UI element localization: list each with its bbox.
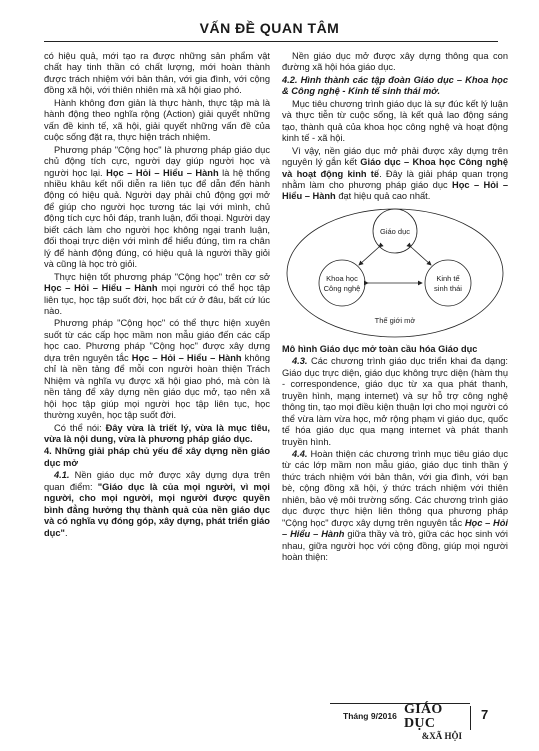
left-column xyxy=(44,51,270,540)
node-eco-economy xyxy=(425,260,471,306)
paragraph: có hiệu quả, mới tạo ra được những sản phẩm vật chất hay tinh thần có chất lượng, mới hoàn thành được trách nhiệm với bản thân, với gia đình, với cộng đồng xã hội, với thiên nhiên mà xã hội giao phó. xyxy=(44,51,270,96)
magazine-logo xyxy=(404,702,466,741)
paragraph: 4.4. Hoàn thiện các chương trình mục tiêu giáo dục từ các lớp mầm non mẫu giáo, giáo dục tinh thần ý thức trách nhiệm với bản thân, với gia đình, với bạn bè, cộng đồng xã hội, ý thức trách nhiệm với thiên nhiên, bảo vệ môi trường sống. Các chương trình giáo dục được thực hiện liên thông qua phương pháp "Cộng học" được xây dựng trên nguyên tắc Học – Hỏi – Hiểu – Hành giữa thầy và trò, giữa các học sinh với nhau, giữa người học với cộng đồng, giúp mọi người hoàn thiện: xyxy=(282,448,509,563)
paragraph: Thực hiện tốt phương pháp "Cộng học" trên cơ sở Học – Hỏi – Hiểu – Hành mọi người có thể học tập liên tục, học tập suốt đời, học bất cứ ở đâu, bất cứ lúc nào. xyxy=(44,271,270,316)
paragraph: Phương pháp "Cộng học" là phương pháp giáo dục chủ động tích cực, người dạy giúp người học và người học lại. Học – Hỏi – Hiểu – Hành là hệ thống nhiều khâu kết nối diễn ra liên tục để dẫn đến hành động có hiệu quả. Người dạy phải chủ động gợi mở để giúp cho người học tương tác lại với mình, chủ động tích cực hỏi đáp, tranh luận, đối thoại. Người dạy biết cách làm cho người học không ngại tranh luận, đối thoại trực diện với mình để hiểu đúng, tìm ra chân lý để hành động đúng, có hiệu quả là người thầy giỏi và cũng là học trò giỏi. xyxy=(44,144,271,270)
section-header: VẤN ĐỀ QUAN TÂM xyxy=(199,20,340,36)
logo-line1: GIÁO DỤC xyxy=(404,702,443,731)
paragraph: Vì vậy, nền giáo dục mở phải được xây dựng trên nguyên lý gắn kết Giáo dục – Khoa học Công nghệ và hoạt động kinh tế. Đây là giải pháp quan trọng nhằm làm cho phương pháp giáo dục Học – Hỏi – Hiểu – Hành đạt hiệu quả cao nhất. xyxy=(282,145,509,202)
paragraph: Phương pháp "Cộng học" có thể thực hiện xuyên suốt từ các cấp học mầm non mẫu giáo đến các cấp học cao. Phương pháp "Cộng học" được xây dựng dựa trên nguyên tắc Học – Hỏi – Hiểu – Hành không chỉ là nền tảng để mỗi con người hoàn thiện Trách Nhiệm và nghĩa vụ được xã hội giao phó, mà còn là nền tảng để xây dựng nền giáo dục mở, tạo nên xã hội học tập giúp mọi người học tập liên tục, học thường xuyên, học tập suốt đời. xyxy=(44,318,271,421)
footer-divider xyxy=(470,706,471,730)
section-heading: 4. Những giải pháp chủ yếu để xây dựng nền giáo dục mở xyxy=(44,446,270,468)
label-technology: Công nghệ xyxy=(323,283,361,293)
node-science-tech xyxy=(319,260,365,306)
header-rule xyxy=(44,41,498,42)
paragraph: Nền giáo dục mở được xây dựng thông qua con đường xã hội hóa giáo dục. xyxy=(282,51,508,73)
paragraph: 4.1. Nền giáo dục mở được xây dựng dựa trên quan điểm: "Giáo dục là của mọi người, vì mọi người, cho mọi người, mọi người được quyền bình đẳng hưởng thụ thành quả của nền giáo dục và có nghĩa vụ đóng góp, xây dựng, phát triển giáo dục". xyxy=(44,470,270,538)
page-number: 7 xyxy=(481,707,489,722)
paragraph: Có thể nói: Đây vừa là triết lý, vừa là mục tiêu, vừa là nội dung, vừa là phương pháp giáo dục. xyxy=(44,422,270,444)
paragraph: 4.3. Các chương trình giáo dục triển khai đa dạng: Giáo dục trực diện, giáo dục không trực diện (hàm thụ - correspondence, giáo dục từ xa qua phát thanh, truyền hình, mạng internet) và sự hỗ trợ công nghệ thông tin, tạo mọi điều kiện thuận lợi cho mọi người có thể vừa làm vừa học, mở rộng phạm vi giáo dục, quốc tế hóa giáo dục qua mạng internet và phát thanh truyền hình. xyxy=(282,356,508,447)
paragraph: Mục tiêu chương trình giáo dục là sự đúc kết lý luận và thực tiễn từ cuộc sống, là kết quả lao động sáng tạo, thành quả của khoa học công nghệ và hoạt động kinh tế - xã hội. xyxy=(282,98,508,144)
label-economy: Kinh tế xyxy=(436,273,460,283)
paragraph: Hành không đơn giản là thực hành, thực tập mà là hành động theo nghĩa rộng (Action) giải quyết những vấn đề kinh tế, xã hội, giải quyết những vấn đề của cuộc sống đặt ra, thực hiện trách nhiệm. xyxy=(44,97,270,143)
logo-line2: &XÃ HỘI xyxy=(421,731,462,741)
issue-date: Tháng 9/2016 xyxy=(343,711,397,721)
diagram-caption: Mô hình Giáo dục mở toàn cầu hóa Giáo dục xyxy=(282,343,478,354)
subsection-heading: 4.2. Hình thành các tập đoàn Giáo dục – Khoa học & Công nghệ - Kinh tế sinh thái mở. xyxy=(282,74,508,97)
label-ecology: sinh thái xyxy=(434,283,462,293)
right-column xyxy=(282,51,508,565)
label-education: Giáo dục xyxy=(379,226,411,236)
label-science: Khoa học xyxy=(326,273,358,283)
label-open-world: Thế giới mở xyxy=(374,315,416,325)
arrow-edu-sci xyxy=(359,247,379,265)
arrow-edu-eco xyxy=(411,247,431,265)
open-education-diagram xyxy=(282,205,508,341)
